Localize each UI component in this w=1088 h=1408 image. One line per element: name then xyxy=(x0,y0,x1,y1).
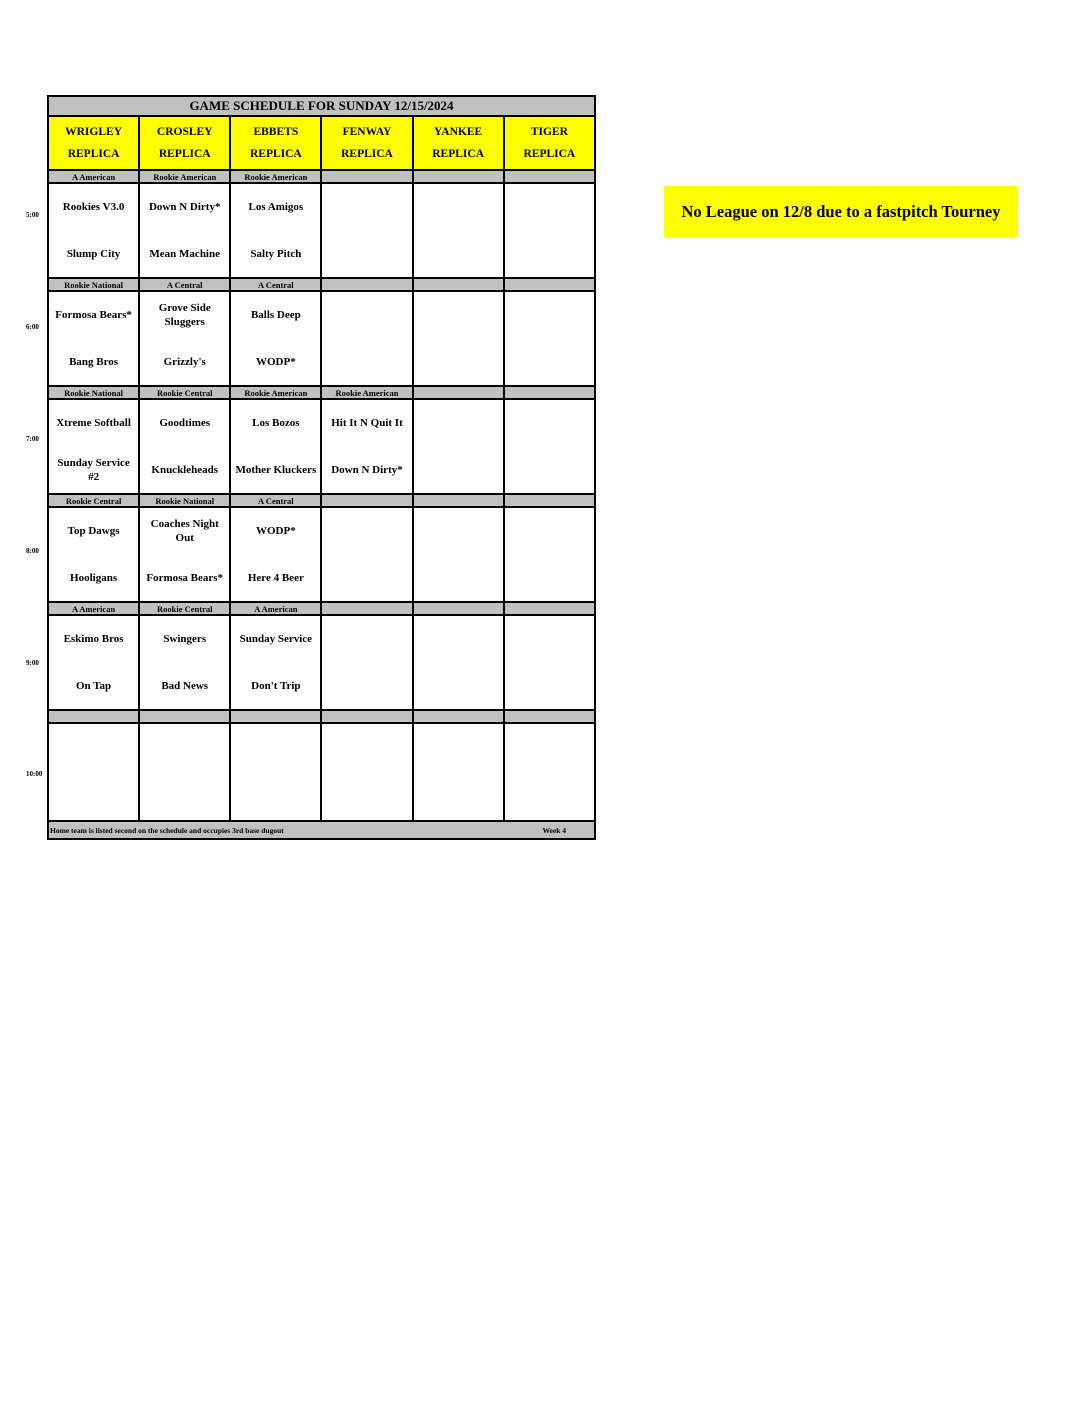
game-slot-row xyxy=(48,399,595,494)
game-slot-row xyxy=(48,291,595,386)
division-label xyxy=(321,602,412,615)
game-cell xyxy=(139,399,230,494)
away-team xyxy=(49,724,138,772)
game-cell xyxy=(230,723,321,821)
time-label: 10:00 xyxy=(26,770,43,778)
home-team: Bang Bros xyxy=(69,355,119,368)
away-team: Balls Deep xyxy=(250,309,301,322)
away-team: Eskimo Bros xyxy=(63,633,124,646)
game-cell xyxy=(413,723,504,821)
field-header-tiger xyxy=(504,116,595,170)
home-team: Down N Dirty* xyxy=(331,463,403,476)
division-row xyxy=(48,170,595,183)
division-label xyxy=(413,494,504,507)
division-label: Rookie American xyxy=(230,170,321,183)
home-team xyxy=(414,663,503,710)
away-team xyxy=(505,400,594,447)
home-team xyxy=(322,231,411,278)
field-subtitle: REPLICA xyxy=(67,148,120,160)
home-team: Don't Trip xyxy=(251,679,301,692)
time-label: 9:00 xyxy=(26,659,39,667)
away-team xyxy=(140,724,229,772)
home-team xyxy=(322,772,411,820)
home-team xyxy=(505,772,594,820)
away-team xyxy=(322,508,411,555)
game-slot-row xyxy=(48,723,595,821)
schedule-title: GAME SCHEDULE FOR SUNDAY 12/15/2024 xyxy=(48,96,595,116)
home-team-note: Home team is listed second on the schedule and occupies 3rd base dugout xyxy=(50,825,284,835)
away-team: Down N Dirty* xyxy=(148,201,221,214)
game-cell xyxy=(48,291,139,386)
division-row xyxy=(48,494,595,507)
game-cell xyxy=(230,507,321,602)
game-cell xyxy=(413,291,504,386)
away-team xyxy=(322,184,411,231)
away-team xyxy=(414,508,503,555)
away-team: Los Bozos xyxy=(252,417,300,430)
game-cell xyxy=(413,615,504,710)
division-label: Rookie Central xyxy=(139,386,230,399)
home-team xyxy=(505,231,594,278)
home-team xyxy=(49,772,138,820)
division-label xyxy=(504,170,595,183)
field-name: YANKEE xyxy=(434,126,483,138)
home-team xyxy=(322,339,411,386)
division-label xyxy=(230,710,321,723)
home-team: On Tap xyxy=(75,679,112,692)
title-row xyxy=(48,96,595,116)
division-label: A Central xyxy=(230,494,321,507)
time-label: 8:00 xyxy=(26,547,39,555)
game-cell xyxy=(504,723,595,821)
away-team xyxy=(414,616,503,663)
division-label xyxy=(321,494,412,507)
division-label xyxy=(413,170,504,183)
game-slot-row xyxy=(48,507,595,602)
home-team: Here 4 Beer xyxy=(247,571,304,584)
home-team: Mother Kluckers xyxy=(235,463,317,476)
division-label xyxy=(504,386,595,399)
home-team xyxy=(414,231,503,278)
game-cell xyxy=(413,399,504,494)
away-team: Swingers xyxy=(163,633,207,646)
game-cell xyxy=(139,615,230,710)
away-team: Los Amigos xyxy=(248,201,304,214)
game-cell xyxy=(413,507,504,602)
home-team: Salty Pitch xyxy=(250,247,302,260)
division-label xyxy=(413,710,504,723)
field-header-row xyxy=(48,116,595,170)
field-name: EBBETS xyxy=(253,126,299,138)
schedule-table xyxy=(47,95,596,840)
away-team xyxy=(414,724,503,772)
away-team xyxy=(231,724,320,772)
home-team xyxy=(505,555,594,602)
field-header-yankee xyxy=(413,116,504,170)
home-team xyxy=(414,772,503,820)
field-header-crosley xyxy=(139,116,230,170)
away-team: Formosa Bears* xyxy=(55,309,132,322)
home-team xyxy=(505,663,594,710)
game-cell xyxy=(48,615,139,710)
field-header-ebbets xyxy=(230,116,321,170)
away-team: Xtreme Softball xyxy=(56,417,131,430)
away-team xyxy=(414,400,503,447)
away-team xyxy=(505,508,594,555)
game-cell xyxy=(413,183,504,278)
division-label: A American xyxy=(48,602,139,615)
home-team: Bad News xyxy=(161,679,209,692)
home-team xyxy=(322,663,411,710)
division-label: Rookie Central xyxy=(48,494,139,507)
game-cell xyxy=(504,183,595,278)
division-label xyxy=(413,386,504,399)
division-label xyxy=(139,710,230,723)
game-cell xyxy=(504,291,595,386)
division-row xyxy=(48,602,595,615)
game-cell xyxy=(230,399,321,494)
game-cell xyxy=(139,723,230,821)
time-label: 6:00 xyxy=(26,323,39,331)
game-cell xyxy=(321,291,412,386)
away-team xyxy=(414,292,503,339)
game-cell xyxy=(48,399,139,494)
away-team xyxy=(322,724,411,772)
division-label xyxy=(321,710,412,723)
away-team: Top Dawgs xyxy=(67,525,120,538)
away-team xyxy=(505,292,594,339)
away-team: Grove Side Sluggers xyxy=(158,302,211,329)
home-team: Slump City xyxy=(66,247,121,260)
week-label: Week 4 xyxy=(542,825,566,835)
home-team: Hooligans xyxy=(70,571,118,584)
division-label: A Central xyxy=(230,278,321,291)
field-name: CROSLEY xyxy=(156,126,213,138)
division-label xyxy=(504,278,595,291)
division-label: Rookie American xyxy=(230,386,321,399)
home-team xyxy=(414,339,503,386)
game-cell xyxy=(321,507,412,602)
division-row xyxy=(48,278,595,291)
division-label xyxy=(48,710,139,723)
home-team: Mean Machine xyxy=(149,247,220,260)
home-team xyxy=(505,447,594,494)
division-label xyxy=(504,602,595,615)
away-team: Coaches Night Out xyxy=(150,518,219,545)
division-label: Rookie Central xyxy=(139,602,230,615)
division-label: A Central xyxy=(139,278,230,291)
time-label: 7:00 xyxy=(26,435,39,443)
division-label: Rookie American xyxy=(321,386,412,399)
home-team xyxy=(322,555,411,602)
game-cell xyxy=(48,183,139,278)
game-cell xyxy=(321,723,412,821)
division-label: A American xyxy=(48,170,139,183)
field-subtitle: REPLICA xyxy=(432,148,485,160)
home-team: Knuckleheads xyxy=(151,463,219,476)
game-cell xyxy=(48,723,139,821)
division-label xyxy=(321,170,412,183)
footer-cell xyxy=(48,821,595,839)
game-slot-row xyxy=(48,183,595,278)
game-cell xyxy=(230,615,321,710)
division-label: Rookie American xyxy=(139,170,230,183)
field-subtitle: REPLICA xyxy=(158,148,211,160)
division-row xyxy=(48,386,595,399)
division-label: A American xyxy=(230,602,321,615)
away-team: Rookies V3.0 xyxy=(62,201,125,214)
away-team xyxy=(414,184,503,231)
time-label: 5:00 xyxy=(26,211,39,219)
game-cell xyxy=(139,507,230,602)
game-cell xyxy=(139,183,230,278)
home-team: Sunday Service #2 xyxy=(57,456,130,483)
home-team xyxy=(231,772,320,820)
field-name: FENWAY xyxy=(342,126,392,138)
field-name: TIGER xyxy=(530,126,568,138)
field-header-fenway xyxy=(321,116,412,170)
division-label xyxy=(504,710,595,723)
game-cell xyxy=(230,183,321,278)
division-label: Rookie National xyxy=(139,494,230,507)
away-team: Sunday Service xyxy=(239,633,313,646)
game-cell xyxy=(504,399,595,494)
game-cell xyxy=(504,615,595,710)
away-team xyxy=(322,292,411,339)
footer-row xyxy=(48,821,595,839)
home-team: Grizzly's xyxy=(163,355,206,368)
home-team xyxy=(140,772,229,820)
division-label: Rookie National xyxy=(48,386,139,399)
away-team xyxy=(505,724,594,772)
home-team: Formosa Bears* xyxy=(146,571,224,584)
home-team xyxy=(505,339,594,386)
game-cell xyxy=(139,291,230,386)
game-cell xyxy=(321,615,412,710)
game-cell xyxy=(504,507,595,602)
division-label xyxy=(413,602,504,615)
field-subtitle: REPLICA xyxy=(341,148,393,160)
away-team: Goodtimes xyxy=(159,417,211,430)
home-team xyxy=(414,447,503,494)
division-label xyxy=(321,278,412,291)
game-cell xyxy=(321,399,412,494)
game-slot-row xyxy=(48,615,595,710)
field-subtitle: REPLICA xyxy=(249,148,302,160)
home-team: WODP* xyxy=(255,355,296,368)
away-team xyxy=(322,616,411,663)
game-cell xyxy=(48,507,139,602)
away-team xyxy=(505,184,594,231)
field-subtitle: REPLICA xyxy=(523,148,576,160)
away-team: WODP* xyxy=(255,525,296,538)
division-label: Rookie National xyxy=(48,278,139,291)
field-header-wrigley xyxy=(48,116,139,170)
division-label xyxy=(504,494,595,507)
division-row xyxy=(48,710,595,723)
game-cell xyxy=(321,183,412,278)
home-team xyxy=(414,555,503,602)
division-label xyxy=(413,278,504,291)
away-team: Hit It N Quit It xyxy=(331,417,403,430)
away-team xyxy=(505,616,594,663)
game-cell xyxy=(230,291,321,386)
field-name: WRIGLEY xyxy=(65,126,122,138)
no-league-notice: No League on 12/8 due to a fastpitch Tourney xyxy=(664,186,1018,237)
